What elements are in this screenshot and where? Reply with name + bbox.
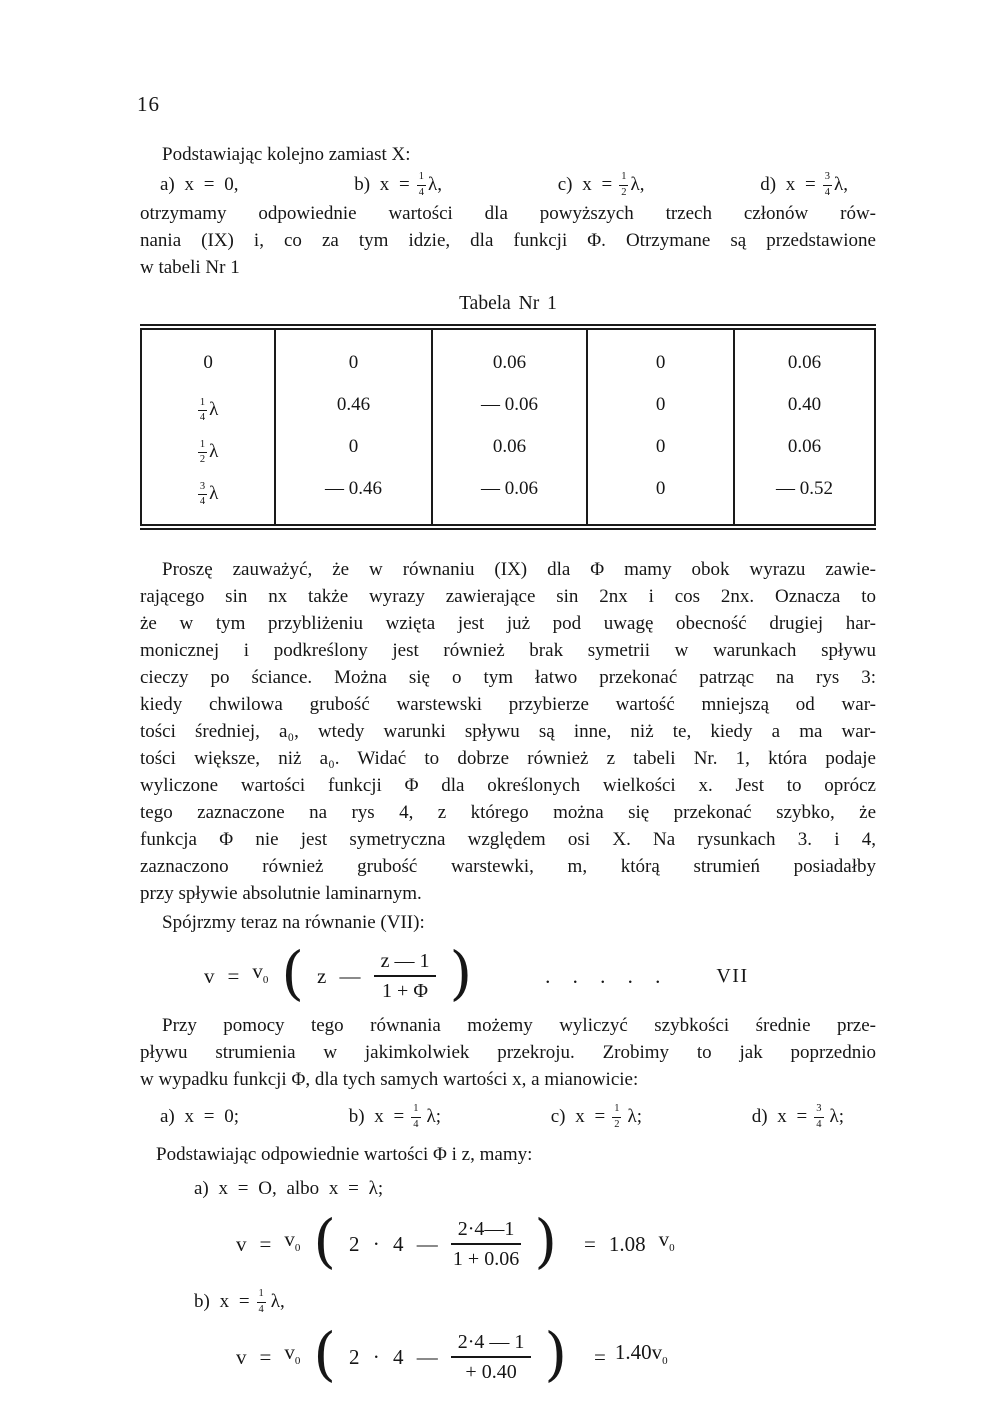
paragraph-line: tości większe, niż a₀. Widać to dobrze również z tabeli Nr. 1, która podaje <box>140 748 876 769</box>
close-paren: ) <box>544 1319 568 1388</box>
open-paren: ( <box>313 1319 336 1388</box>
list-item-c <box>551 1102 642 1129</box>
table-cell: 0.06 <box>734 327 875 383</box>
equation-label: VII <box>716 964 749 987</box>
result-value: 1.08 <box>608 1231 646 1256</box>
paragraph-line: zaznaczono również grubość warstewki, m, którą strumień posiadałby <box>140 856 876 877</box>
table-cell: — 0.06 <box>432 383 588 425</box>
v0-symbol: $v_0$ <box>252 959 269 986</box>
lambda-symbol: λ <box>209 399 219 420</box>
equation-term: z — <box>316 963 361 988</box>
paragraph-line: cieczy po ściance. Można się o tym łatwo przekonać patrząc na rys 3: <box>140 667 876 688</box>
lambda-symbol: λ, <box>270 1290 285 1312</box>
lambda-symbol: λ; <box>829 1105 844 1127</box>
table-cell: 0.46 <box>275 383 431 425</box>
fraction: $\frac{1}{4}$ <box>413 1103 419 1130</box>
lambda-symbol: λ, <box>630 173 645 195</box>
paragraph-line: Przy pomocy tego równania możemy wyliczyć szybkości średnie prze- <box>162 1015 876 1036</box>
equation-case-a <box>236 1207 876 1281</box>
equation-fraction <box>374 948 437 1004</box>
v0-symbol: $v_0$ <box>658 1227 675 1254</box>
fraction: 1 2 <box>199 438 206 465</box>
velocity-symbol: v <box>236 1231 247 1256</box>
table-cell-x: 0 <box>203 351 213 373</box>
intro-line-4: w tabeli Nr 1 <box>140 257 240 278</box>
list-item-c <box>558 170 645 197</box>
close-paren: ) <box>449 938 473 1007</box>
list-item-d <box>752 1102 844 1129</box>
paragraph-line: pływu strumienia w jakimkolwiek przekroju. Zrobimy to jak poprzednio <box>140 1042 876 1063</box>
case-b-heading <box>194 1286 876 1316</box>
substitution-line: Podstawiając odpowiednie wartości Φ i z, mamy: <box>156 1144 533 1165</box>
fraction: $\frac{3}{4}$ <box>824 171 830 198</box>
list-item-text: b) x = <box>354 173 410 195</box>
equals-sign: = <box>259 1344 272 1369</box>
table-cell: 0.40 <box>734 383 875 425</box>
velocity-symbol: v <box>236 1344 247 1369</box>
v0-symbol: $v_0$ <box>284 1340 301 1367</box>
equals-sign: = <box>259 1231 272 1256</box>
x-values-list-1 <box>140 168 876 200</box>
paragraph-line: monicznej i podkreślony jest również brak symetrii w warunkach spływu <box>140 640 876 661</box>
equals-sign: = <box>227 963 240 988</box>
intro-line-1: Podstawiając kolejno zamiast X: <box>162 144 411 165</box>
table-cell: 0 <box>275 327 431 383</box>
paragraph-line: w wypadku funkcji Φ, dla tych samych wartości x, a mianowicie: <box>140 1069 639 1090</box>
list-item-text: b) x = <box>194 1290 250 1312</box>
lambda-symbol: λ; <box>426 1105 442 1127</box>
table-caption: Tabela Nr 1 <box>459 293 557 314</box>
fraction: 3 4 <box>199 480 206 507</box>
intro-line-2: otrzymamy odpowiednie wartości dla powyższych trzech członów rów- <box>140 203 876 224</box>
equals-sign: = <box>584 1231 596 1256</box>
list-item-a: a) x = 0; <box>160 1105 240 1127</box>
paragraph-line: tości średniej, a₀, wtedy warunki spływu są inne, niż te, kiedy a ma war- <box>140 721 876 742</box>
paragraph-line: Proszę zauważyć, że w równaniu (IX) dla Φ mamy obok wyrazu zawie- <box>162 559 876 580</box>
table-row <box>141 327 875 383</box>
table-cell: 0 <box>587 327 734 383</box>
open-paren: ( <box>313 1206 336 1275</box>
table-cell: 0 <box>275 425 431 467</box>
v0-symbol: $v_0$ <box>284 1227 301 1254</box>
paragraph-line: tego zaznaczone na rys 4, z którego można się przekonać szybko, że <box>140 802 876 823</box>
data-table <box>140 324 876 530</box>
equation-intro-line: Spójrzmy teraz na równanie (VII): <box>162 912 425 933</box>
table-cell-x <box>141 467 275 527</box>
x-values-list-2 <box>140 1100 876 1132</box>
table-cell: 0.06 <box>734 425 875 467</box>
open-paren: ( <box>281 938 304 1007</box>
table-row <box>141 467 875 527</box>
list-item-b <box>349 1102 441 1129</box>
table-row <box>141 425 875 467</box>
body-paragraph <box>140 556 876 907</box>
case-a-heading: a) x = O, albo x = λ; <box>194 1177 384 1199</box>
list-item-text: c) x = <box>550 1105 606 1127</box>
page-content <box>140 141 876 1398</box>
table-cell: 0.06 <box>432 425 588 467</box>
fraction: $\frac{1}{4}$ <box>258 1288 264 1315</box>
equation-term: 2 · 4 — <box>348 1231 438 1256</box>
table-cell: 0 <box>587 425 734 467</box>
table-cell: — 0.52 <box>734 467 875 527</box>
table-cell: 0 <box>587 383 734 425</box>
close-paren: ) <box>534 1206 558 1275</box>
fraction: $\frac{3}{4}$ <box>816 1103 822 1130</box>
table-row <box>141 383 875 425</box>
table-cell-x <box>141 383 275 425</box>
paragraph-line: rającego sin nx także wyrazy zawierające sin 2nx i cos 2nx. Oznacza to <box>140 586 876 607</box>
fraction-denominator: 1 + Φ <box>382 980 428 1002</box>
equation-case-b <box>236 1320 876 1394</box>
velocity-symbol: v <box>204 963 215 988</box>
page-number: 16 <box>137 92 160 116</box>
list-item-d <box>760 170 848 197</box>
paragraph-line: że w tym przybliżeniu wzięta jest już pod uwagę obecność drugiej har- <box>140 613 876 634</box>
paragraph-line: funkcja Φ nie jest symetryczna względem osi X. Na rysunkach 3. i 4, <box>140 829 876 850</box>
list-item-text: d) x = <box>760 173 816 195</box>
lambda-symbol: λ <box>209 441 219 462</box>
lambda-symbol: λ, <box>834 173 848 195</box>
leader-dots: . . . . . <box>545 963 662 988</box>
equals-sign: = <box>594 1344 606 1369</box>
intro-line-3: nania (IX) i, co za tym idzie, dla funkcji Φ. Otrzymane są przedstawione <box>140 230 876 251</box>
paragraph-line: przy spływie absolutnie laminarnym. <box>140 883 422 904</box>
fraction-denominator: 1 + 0.06 <box>452 1248 520 1270</box>
paragraph-line: wyliczone wartości funkcji Φ dla określonych wielkości x. Jest to oprócz <box>140 775 876 796</box>
table-cell: — 0.46 <box>275 467 431 527</box>
equation-vii <box>204 938 876 1009</box>
paragraph-line: kiedy chwilowa grubość warstewski przybierze wartość mniejszą od war- <box>140 694 876 715</box>
fraction-denominator: + 0.40 <box>465 1361 517 1383</box>
lambda-symbol: λ <box>209 483 219 504</box>
body-paragraph <box>140 1012 876 1093</box>
fraction: $\frac{1}{4}$ <box>418 171 425 198</box>
equation-fraction <box>451 1329 532 1385</box>
table-cell-x <box>141 425 275 467</box>
list-item-text: c) x = <box>557 173 613 195</box>
fraction: $\frac{1}{2}$ <box>621 171 627 198</box>
list-item-text: b) x = <box>348 1105 405 1127</box>
fraction: 1 4 <box>199 396 206 423</box>
lambda-symbol: λ; <box>627 1105 642 1127</box>
equation-term: 2 · 4 — <box>348 1344 438 1369</box>
table-cell: — 0.06 <box>432 467 588 527</box>
list-item-text: d) x = <box>751 1105 808 1127</box>
lambda-symbol: λ, <box>428 173 442 195</box>
fraction-numerator: 2·4 — 1 <box>451 1329 532 1358</box>
fraction: $\frac{1}{2}$ <box>614 1103 620 1130</box>
result-value: $1.40v_0$ <box>614 1340 668 1367</box>
table-cell: 0.06 <box>432 327 588 383</box>
list-item-a: a) x = 0, <box>160 173 239 195</box>
fraction-numerator: 2·4—1 <box>451 1216 522 1245</box>
table-cell: 0 <box>587 467 734 527</box>
equation-fraction <box>451 1216 522 1272</box>
fraction-numerator: z — 1 <box>374 948 437 977</box>
list-item-b <box>354 170 442 197</box>
